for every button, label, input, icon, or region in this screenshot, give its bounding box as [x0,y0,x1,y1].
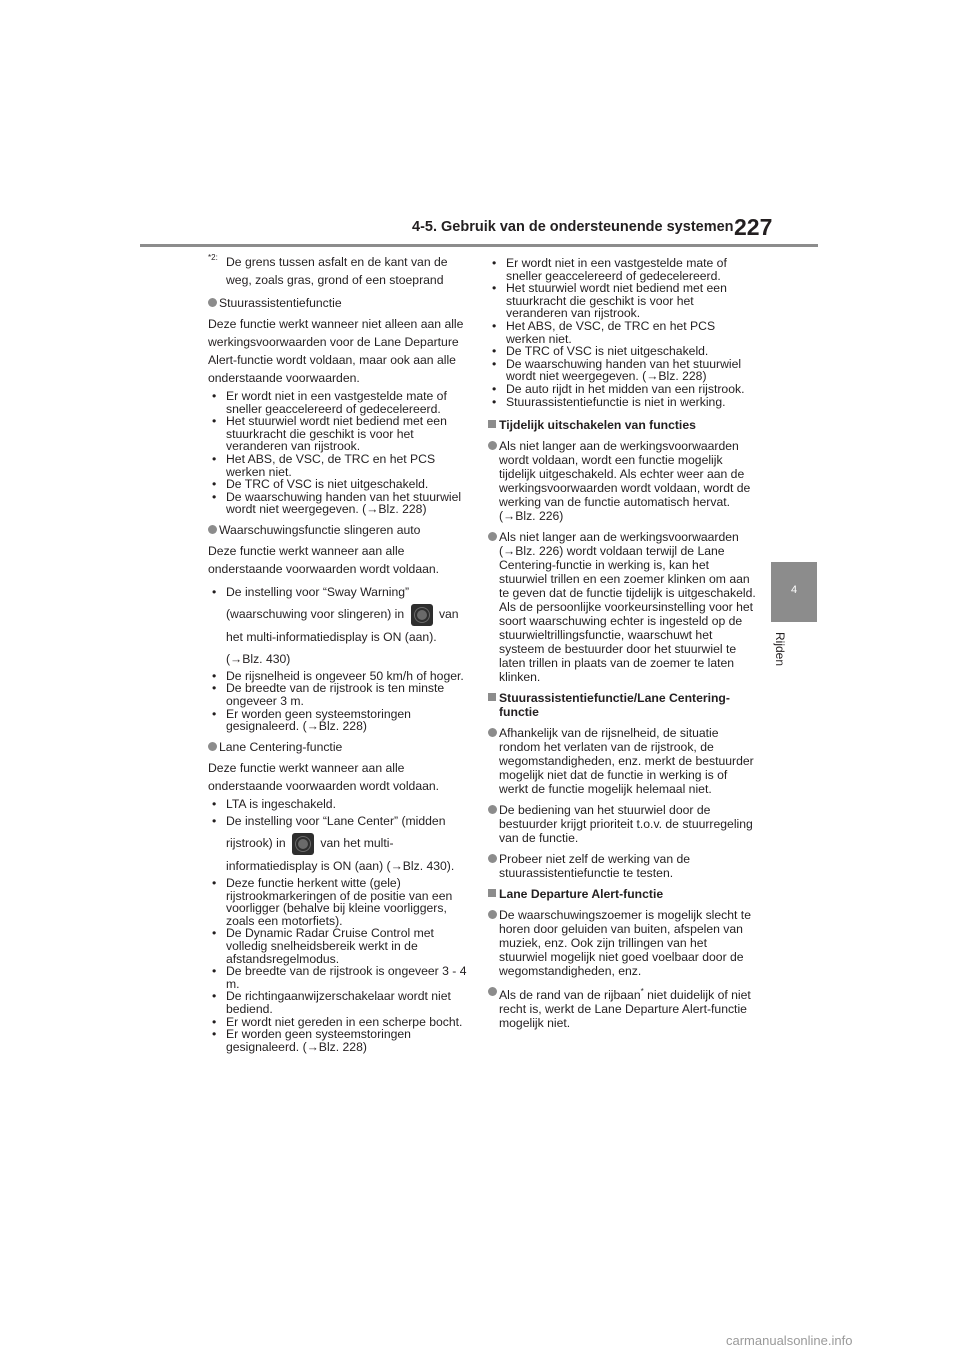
bullet-dot-icon [488,441,497,450]
list-item: • De instelling voor “Sway Warning” (waarschuwing voor slingeren) in van het multi-informatiedisplay is ON (aan). (→Blz. 430) [212,584,459,666]
steering-title: Stuurassistentiefunctie [208,296,476,310]
list-item: • Er wordt niet in een vastgestelde mate of sneller geaccelereerd of gedecelereerd. [212,389,447,416]
watermark: carmanualsonline.info [726,1333,853,1348]
lane-centering-note: Probeer niet zelf de werking van de stuurassistentiefunctie te testen. [488,852,756,880]
bullet-dot-icon [208,298,217,307]
list-item: • Het ABS, de VSC, de TRC en het PCS werken niet. [212,451,436,479]
list-item: • De Dynamic Radar Cruise Control met volledig snelheidsbereik werkt in de afstandsregelmodus. [212,926,434,966]
list-item: • De breedte van de rijstrook is ongeveer 3 - 4 m. [212,964,467,991]
centering-conditions-continued [488,257,756,408]
list-item: • Het stuurwiel wordt niet bediend met een stuurkracht die geschikt is voor het veranderen van rijstrook. [492,281,727,321]
settings-gear-icon [411,604,433,626]
chapter-tab [771,562,817,622]
list-item: • Het ABS, de VSC, de TRC en het PCS werken niet. [492,318,716,346]
bullet-dot-icon [488,805,497,814]
bullet-dot-icon [488,987,497,996]
bullet-dot-icon [488,910,497,919]
lane-departure-note: Als de rand van de rijbaan* niet duidelijk of niet recht is, werkt de Lane Departure Alert-functie mogelijk niet. [488,985,756,1030]
list-item: • Er wordt niet gereden in een scherpe bocht. [212,1014,463,1029]
bullet-dot-icon [488,532,497,541]
list-item: • De TRC of VSC is niet uitgeschakeld. [212,477,429,492]
bullet-dot-icon [488,854,497,863]
temporary-disable-note: Als niet langer aan de werkingsvoorwaarden (→Blz. 226) wordt voldaan terwijl de Lane Centering-functie in werking is, kan het stuurwiel trillen en een zoemer klinken om aan te geven dat de functie tijdelijk is uitgeschakeld. Als de persoonlijke voorkeursinstelling voor het soort waarschuwing echter is ingesteld op de stuurwieltrillingsfunctie, waarschuwt het systeem de bestuurder door het stuurwiel te laten trillen in plaats van de zoemer te laten klinken. [488,530,756,684]
page-number: 227 [734,214,773,240]
temporary-disable-note: Als niet langer aan de werkingsvoorwaarden wordt voldaan, wordt een functie mogelijk tijdelijk uitgeschakeld. Als echter weer aan de werkingsvoorwaarden wordt voldaan, wordt de werking van de functie automatisch hervat. (→Blz. 226) [488,439,756,523]
header-divider [140,244,818,247]
bullet-dot-icon [488,728,497,737]
left-column [208,253,476,1053]
chapter-tab-number: 4 [790,584,798,596]
steering-intro: Deze functie werkt wanneer niet alleen aan alle werkingsvoorwaarden voor de Lane Departure Alert-functie wordt voldaan, maar ook aan alle onderstaande voorwaarden. [208,317,464,385]
list-item: • Stuurassistentiefunctie is niet in werking. [492,394,726,409]
list-item: • De TRC of VSC is niet uitgeschakeld. [492,344,709,359]
footnote [208,253,476,289]
temporary-disable-heading: Tijdelijk uitschakelen van functies [488,418,756,432]
lane-centering-note: De bediening van het stuurwiel door de bestuurder krijgt prioriteit t.o.v. de stuurregeling van de functie. [488,803,756,845]
section-square-icon [488,693,496,701]
list-item: • De rijsnelheid is ongeveer 50 km/h of hoger. [212,668,464,683]
section-square-icon [488,889,496,897]
footnote-text: De grens tussen asfalt en de kant van de weg, zoals gras, grond of een stoeprand [226,255,448,287]
list-item: • Deze functie herkent witte (gele) rijstrookmarkeringen of de positie van een voorligger (behalve bij kleine voorliggers, zoals een motorfiets). [212,876,453,928]
list-item: • De richtingaanwijzerschakelaar wordt niet bediend. [212,989,451,1016]
list-item: • De waarschuwing handen van het stuurwiel wordt niet weergegeven. (→Blz. 228) [492,356,742,384]
list-item: • De breedte van de rijstrook is ten minste ongeveer 3 m. [212,681,445,708]
centering-intro: Deze functie werkt wanneer aan alle onderstaande voorwaarden wordt voldaan. [208,760,440,793]
list-item: • Er worden geen systeemstoringen gesignaleerd. (→Blz. 228) [212,706,411,734]
lane-centering-heading: Stuurassistentiefunctie/Lane Centering-functie [488,691,756,719]
sway-title: Waarschuwingsfunctie slingeren auto [208,523,476,537]
chapter-title: 4-5. Gebruik van de ondersteunende systemen [412,219,734,235]
lane-departure-note: De waarschuwingszoemer is mogelijk slecht te horen door geluiden van buiten, afspelen van muziek, enz. Ook zijn trillingen van het stuurwiel mogelijk niet goed voelbaar door de wegomstandigheden, enz. [488,908,756,978]
right-column [488,253,756,1030]
sway-intro: Deze functie werkt wanneer aan alle onderstaande voorwaarden wordt voldaan. [208,543,440,576]
footnote-marker: *2: [208,253,218,262]
section-square-icon [488,420,496,428]
lane-centering-note: Afhankelijk van de rijsnelheid, de situatie rondom het verlaten van de rijstrook, de wegomstandigheden, enz. merkt de bestuurder mogelijk niet dat de functie in werking is of werkt de functie mogelijk helemaal niet. [488,726,756,796]
steering-conditions [208,390,476,516]
list-item: • De instelling voor “Lane Center” (midden rijstrook) in van het multi-informatiedisplay is ON (aan) (→Blz. 430). [212,814,455,874]
list-item: • Er wordt niet in een vastgestelde mate of sneller geaccelereerd of gedecelereerd. [492,256,727,283]
bullet-dot-icon [208,742,217,751]
centering-conditions [208,798,476,1054]
settings-gear-icon [292,833,314,855]
list-item: • Er worden geen systeemstoringen gesignaleerd. (→Blz. 228) [212,1027,411,1054]
list-item: • De auto rijdt in het midden van een rijstrook. [492,381,745,396]
list-item: • LTA is ingeschakeld. [212,796,336,811]
lane-departure-heading: Lane Departure Alert-functie [488,887,756,901]
list-item: • De waarschuwing handen van het stuurwiel wordt niet weergegeven. (→Blz. 228) [212,489,462,517]
list-item: • Het stuurwiel wordt niet bediend met een stuurkracht die geschikt is voor het veranderen van rijstrook. [212,414,447,454]
centering-title: Lane Centering-functie [208,740,476,754]
sway-conditions [208,581,476,733]
bullet-dot-icon [208,525,217,534]
